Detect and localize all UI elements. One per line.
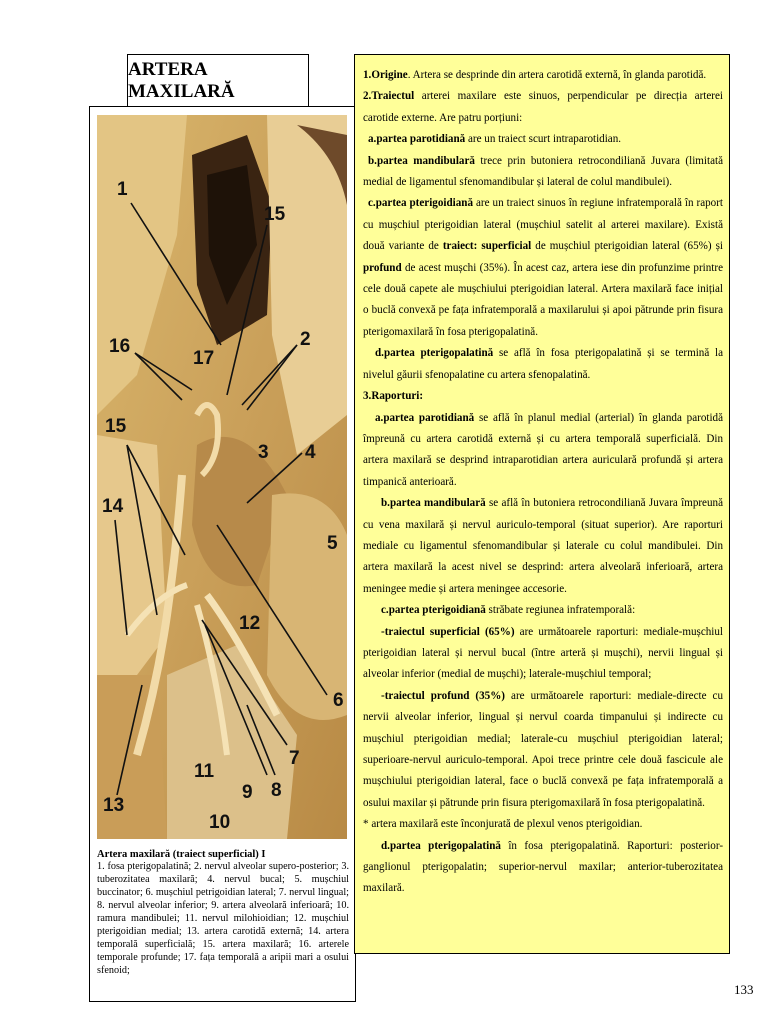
paragraph-traiect-profund: [363, 686, 723, 814]
figure-label-14: 14: [102, 496, 124, 517]
figure-label-9: 9: [242, 782, 253, 803]
figure-label-1: 1: [117, 179, 128, 200]
raport-mandibular-heading: b.partea mandibulară: [381, 497, 486, 510]
paragraph-mandibular: [363, 151, 723, 194]
paragraph-traiect-superficial: [363, 622, 723, 686]
raporturi-heading: 3.Raporturi:: [363, 390, 424, 403]
paragraph-raport-parotid: [363, 408, 723, 494]
dissection-image: [97, 115, 347, 839]
pterigopalatin-heading: d.partea pterigopalatină: [375, 347, 494, 360]
traiect-text: arterei maxilare este sinuos, perpendicular pe direcția arterei carotide externe. Are patru porțiuni:: [363, 90, 723, 124]
parotid-text: are un traiect scurt intraparotidian.: [465, 133, 622, 146]
page-title-text: ARTERA MAXILARĂ: [128, 59, 235, 102]
caption-legend: 1. fosa pterigopalatină; 2. nervul alveolar supero-posterior; 3. tuberozitatea maxilară; 4. nervul bucal; 5. mușchiul buccinator; 6. mușchiul petrigoidian lateral; 7. nervul lingual; 8. nervul alveolar inferior; 9. artera alveolară inferioară; 10. ramura mandibulei; 11. nervul milohioidian; 12. mușchiul pterigoidian medial; 13. artera carotidă externă; 14. artera temporală superficială; 15. artera maxilară; 16. arterele temporale profunde; 17. fața temporală a aripii mari a osului sfenoid;: [97, 861, 349, 976]
pterigoid-text-1: are un traiect sinuos în regiune infratemporală în raport cu mușchiul pterigoidian lateral (mușchiul satelit al arterei maxilare). Există două variante de: [363, 197, 723, 253]
pterigoid-text-2: de mușchiul pterigoidian lateral (65%) și: [531, 240, 723, 253]
figure-label-4: 4: [305, 442, 316, 463]
figure-label-16: 16: [109, 336, 131, 357]
description-panel: [354, 54, 730, 954]
page-title: [127, 54, 309, 108]
page-number: 133: [734, 982, 754, 997]
traiect-superficial-text: are următoarele raporturi: mediale-mușchiul pterigoidian lateral și nervul bucal (între arteră și mușchi), nervii lingual și alveolar inferior (medial de mușchi); laterale-mușchiul temporal;: [363, 625, 724, 681]
traiect-superficial-heading: -traiectul superficial (65%): [381, 625, 515, 638]
raport-mandibular-text: se află în butoniera retrocondiliană Juvara împreună cu vena maxilară și nervul auriculo-temporal (situat superior). Are raporturi mediale cu ligamentul sfenomandibular și laterale cu colul mandibulei. Din artera maxilară la acest nivel se desprind: artera alveolară inferioară, artera meningee medie și artera meningee accesorie.: [363, 497, 723, 595]
figure-label-3: 3: [258, 442, 269, 463]
figure-label-5: 5: [327, 533, 338, 554]
figure-label-15: 15: [264, 204, 286, 225]
traiect-heading: 2.Traiectul: [363, 90, 415, 103]
figure-caption: [97, 848, 349, 978]
anatomy-photo: [97, 115, 347, 839]
paragraph-pterigopalatin: [363, 343, 723, 386]
paragraph-raport-pterigopalatin: [363, 836, 723, 900]
pterigoid-bold-2: profund: [363, 261, 402, 274]
caption-title: Artera maxilară (traiect superficial) I: [97, 849, 266, 860]
pterigoid-bold-1: traiect: superficial: [442, 240, 532, 253]
mandibular-heading: b.partea mandibulară: [368, 154, 475, 167]
mandibular-text: trece prin butoniera retrocondiliană Juvara (limitată medial de ligamentul sfenomandibular și lateral de colul mandibulei).: [363, 154, 724, 189]
origin-heading: 1.Origine: [363, 69, 408, 81]
paragraph-note: * artera maxilară este înconjurată de plexul venos pterigoidian.: [363, 818, 643, 831]
raport-pterigoid-heading: c.partea pterigoidiană: [381, 604, 486, 617]
figure-label-2: 2: [300, 329, 311, 350]
paragraph-pterigoid: [363, 193, 723, 343]
figure-label-7: 7: [289, 748, 300, 769]
traiect-profund-text: are următoarele raporturi: mediale-directe cu nervii alveolar inferior, lingual și nervul coarda timpanului și indirecte cu mușchiul pterigoidian medial; laterale-cu mușchiul pterigoidian lateral; superioare-nervul auriculo-temporal. Apoi trece printre cele două fascicule ale mușchiului pterigoidian lateral, face o buclă convexă pe fața infratemporală a osului maxilar și pătrunde prin fisura pterigomaxilară în fosa pterigopalatină.: [363, 689, 723, 809]
parotid-heading: a.partea parotidiană: [368, 133, 466, 146]
raport-pterigoid-text: străbate regiunea infratemporală:: [485, 604, 636, 617]
pterigoid-heading: c.partea pterigoidiană: [368, 197, 473, 210]
traiect-profund-heading: -traiectul profund (35%): [381, 689, 506, 702]
raport-pterigopalatin-heading: d.partea pterigopalatină: [381, 839, 501, 852]
pterigoid-text-3: de acest mușchi (35%). În acest caz, artera iese din profunzime printre cele două capete ale mușchiului pterigoidian lateral. Artera maxilară face inițial o buclă convexă pe fața infratemporală a maxilarului și apoi pătrunde prin fisura pterigomaxilară în fosa pterigopalatină.: [363, 261, 723, 338]
raport-pterigopalatin-text: în fosa pterigopalatină. Raporturi: posterior-ganglionul pterigopalatin; superior-nervul maxilar; anterior-tuberozitatea maxilară.: [363, 839, 724, 895]
paragraph-raporturi: [363, 386, 723, 407]
raport-parotid-text: se află în planul medial (arterial) în glanda parotidă împreună cu artera carotidă externă și cu artera temporală superficială. Din artera maxilară se desprind intraparotidian artera auriculară profundă și artera timpanică anterioară.: [363, 411, 724, 488]
paragraph-origin: [363, 65, 723, 86]
pterigopalatin-text: se află în fosa pterigopalatină și se termină la nivelul găurii sfenopalatine cu artera sfenopalatină.: [363, 347, 723, 381]
figure-label-15b: 15: [105, 416, 127, 437]
figure-label-17: 17: [193, 348, 215, 369]
origin-text: . Artera se desprinde din artera carotidă externă, în glanda parotidă.: [407, 69, 707, 81]
paragraph-parotid: [363, 129, 723, 150]
figure-label-12: 12: [239, 613, 261, 634]
paragraph-raport-mandibular: [363, 493, 723, 600]
paragraph-raport-pterigoid: [363, 600, 723, 621]
paragraph-traiect: [363, 86, 723, 129]
figure-label-13: 13: [103, 795, 125, 816]
figure-label-11: 11: [194, 761, 215, 782]
raport-parotid-heading: a.partea parotidiană: [375, 411, 475, 424]
figure-label-10: 10: [209, 812, 231, 833]
figure-label-6: 6: [333, 690, 344, 711]
figure-label-8: 8: [271, 780, 282, 801]
